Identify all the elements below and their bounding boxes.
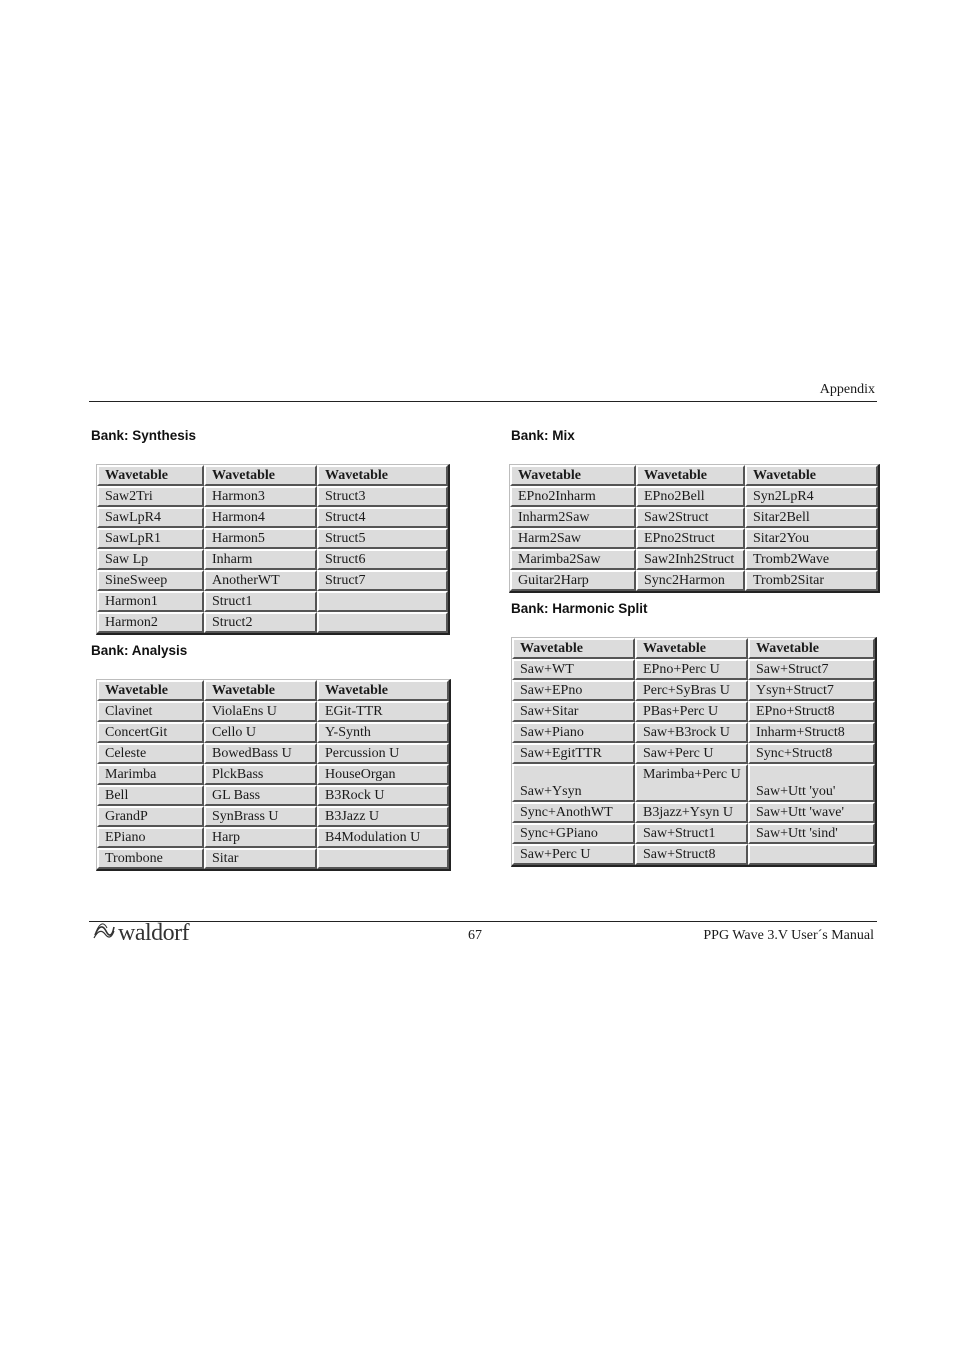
table-cell: Ysyn+Struct7 [748,680,875,701]
table-cell: B3Rock U [317,785,449,806]
harmonic-split-table [511,637,877,867]
page-number: 67 [468,928,482,943]
table-cell: EPno2Inharm [510,486,636,507]
running-header: Appendix [819,382,875,397]
column-header: Wavetable [204,680,317,701]
header-rule [89,401,877,402]
table-cell: Sync+Struct8 [748,743,875,764]
table-cell: Inharm2Saw [510,507,636,528]
table-cell: Sync+AnothWT [512,802,635,823]
table-row [512,823,875,844]
table-cell: Struct1 [204,591,317,612]
column-header: Wavetable [97,680,204,701]
table-cell: Saw+EPno [512,680,635,701]
table-cell: Perc+SyBras U [635,680,748,701]
table-cell: Sitar2Bell [745,507,878,528]
table-cell: Sitar2You [745,528,878,549]
table-cell: Saw+Perc U [512,844,635,865]
table-cell: GL Bass [204,785,317,806]
table-cell: EGit-TTR [317,701,449,722]
table-cell: Tromb2Sitar [745,570,878,591]
table-row [510,486,878,507]
table-cell: Guitar2Harp [510,570,636,591]
table-row [97,507,448,528]
table-cell: Saw+Utt 'you' [748,764,875,802]
table-cell: Struct5 [317,528,448,549]
table-cell: Saw+EgitTTR [512,743,635,764]
bank-harmonic-split-title: Bank: Harmonic Split [511,601,648,616]
table-row [97,848,449,869]
table-cell: Harp [204,827,317,848]
table-cell: Harmon4 [204,507,317,528]
waldorf-logo [93,918,189,948]
column-header: Wavetable [748,638,875,659]
table-cell: Clavinet [97,701,204,722]
table-cell: Marimba2Saw [510,549,636,570]
analysis-table [96,679,451,871]
bank-synthesis-title: Bank: Synthesis [91,428,197,443]
table-cell [317,848,449,869]
table-cell [748,844,875,865]
table-cell: Saw+Struct8 [635,844,748,865]
table-row [97,701,449,722]
table-row [510,507,878,528]
table-cell: HouseOrgan [317,764,449,785]
table-row [97,549,448,570]
table-cell: PBas+Perc U [635,701,748,722]
table-cell: Saw+Utt 'sind' [748,823,875,844]
table-row [512,680,875,701]
column-header: Wavetable [317,680,449,701]
waldorf-wave-icon [93,921,115,946]
table-cell: Marimba+Perc U [635,764,748,802]
table-cell: EPno+Perc U [635,659,748,680]
table-cell: AnotherWT [204,570,317,591]
column-header: Wavetable [317,465,448,486]
table-row [512,701,875,722]
table-cell: EPno+Struct8 [748,701,875,722]
table-cell: Struct7 [317,570,448,591]
table-cell: Sync+GPiano [512,823,635,844]
table-cell: ViolaEns U [204,701,317,722]
table-cell: PlckBass [204,764,317,785]
table-cell: SynBrass U [204,806,317,827]
table-cell: Saw+Piano [512,722,635,743]
table-cell: EPno2Bell [636,486,745,507]
table-cell: Struct6 [317,549,448,570]
table-cell: Harmon3 [204,486,317,507]
table-cell: GrandP [97,806,204,827]
table-cell: Trombone [97,848,204,869]
table-row [97,785,449,806]
table-cell: Marimba [97,764,204,785]
column-header: Wavetable [510,465,636,486]
table-row [97,528,448,549]
table-row [512,802,875,823]
table-cell: BowedBass U [204,743,317,764]
table-row [97,764,449,785]
table-row [512,844,875,865]
table-cell: Tromb2Wave [745,549,878,570]
table-row [510,570,878,591]
table-cell: Harm2Saw [510,528,636,549]
table-cell: EPno2Struct [636,528,745,549]
table-row [97,827,449,848]
table-cell: Percussion U [317,743,449,764]
table-cell: Cello U [204,722,317,743]
column-header: Wavetable [636,465,745,486]
table-cell: Saw+WT [512,659,635,680]
table-row [97,612,448,633]
table-row [512,659,875,680]
table-row [97,722,449,743]
table-cell: B3Jazz U [317,806,449,827]
table-cell: Struct4 [317,507,448,528]
table-cell [317,612,448,633]
table-cell: Saw Lp [97,549,204,570]
table-cell: Saw+Struct7 [748,659,875,680]
column-header: Wavetable [97,465,204,486]
table-cell: Saw+Ysyn [512,764,635,802]
column-header: Wavetable [745,465,878,486]
table-cell: Sync2Harmon [636,570,745,591]
column-header: Wavetable [635,638,748,659]
table-cell: Saw+Sitar [512,701,635,722]
table-cell: ConcertGit [97,722,204,743]
table-row [97,743,449,764]
table-cell: Saw+Utt 'wave' [748,802,875,823]
table-cell: Harmon5 [204,528,317,549]
table-cell: Celeste [97,743,204,764]
table-row [97,806,449,827]
table-cell: Sitar [204,848,317,869]
mix-table [509,464,880,593]
table-cell: Saw+B3rock U [635,722,748,743]
bank-analysis-title: Bank: Analysis [91,643,188,658]
table-cell: Syn2LpR4 [745,486,878,507]
table-row [510,528,878,549]
table-cell: Saw2Inh2Struct [636,549,745,570]
column-header: Wavetable [204,465,317,486]
table-cell: Inharm+Struct8 [748,722,875,743]
table-cell: Saw+Perc U [635,743,748,764]
table-cell: EPiano [97,827,204,848]
table-row [512,764,875,802]
table-row [97,591,448,612]
table-row [97,486,448,507]
waldorf-logo-text: waldorf [118,919,190,946]
table-cell: Inharm [204,549,317,570]
table-cell: Saw2Struct [636,507,745,528]
synthesis-table [96,464,450,635]
table-row [510,549,878,570]
table-cell: Y-Synth [317,722,449,743]
table-cell: SineSweep [97,570,204,591]
footer-rule [89,921,877,922]
table-cell: B3jazz+Ysyn U [635,802,748,823]
table-cell: B4Modulation U [317,827,449,848]
bank-mix-title: Bank: Mix [511,428,575,443]
table-row [512,743,875,764]
table-cell: SawLpR4 [97,507,204,528]
table-cell: Harmon2 [97,612,204,633]
table-cell: Struct3 [317,486,448,507]
column-header: Wavetable [512,638,635,659]
table-cell: Saw+Struct1 [635,823,748,844]
table-row [97,570,448,591]
table-cell: Bell [97,785,204,806]
table-cell: Saw2Tri [97,486,204,507]
table-cell: Struct2 [204,612,317,633]
manual-title: PPG Wave 3.V User´s Manual [703,928,874,943]
table-cell: Harmon1 [97,591,204,612]
table-row [512,722,875,743]
table-cell [317,591,448,612]
table-cell: SawLpR1 [97,528,204,549]
